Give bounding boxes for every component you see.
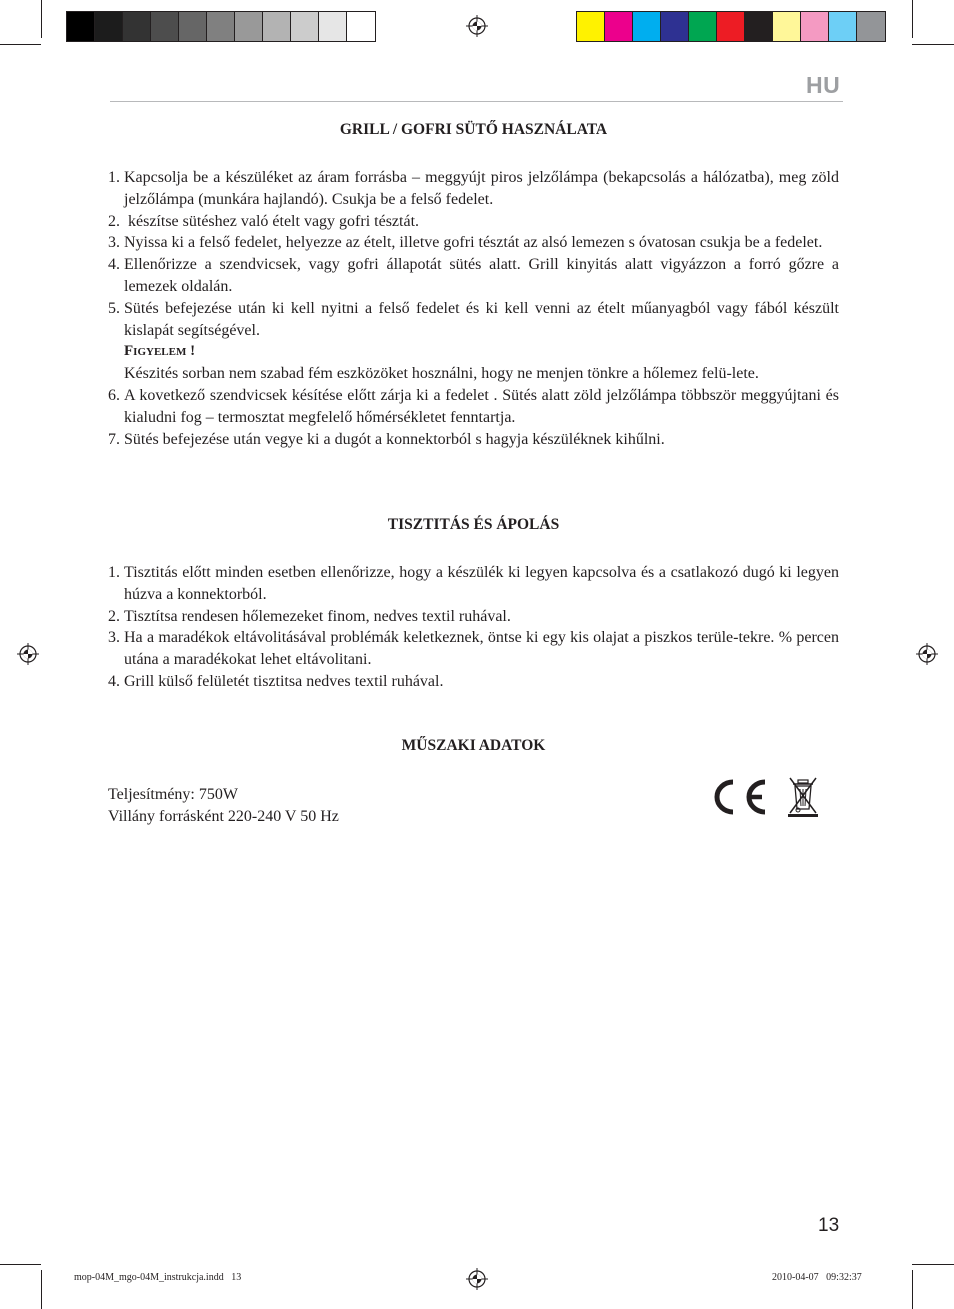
color-swatch (235, 12, 263, 41)
cleaning-instructions-list (108, 562, 839, 693)
color-swatch (605, 12, 633, 41)
warning-note (108, 341, 839, 385)
color-swatch (291, 12, 319, 41)
list-item (108, 627, 839, 671)
item-number: 6. (108, 386, 120, 404)
item-text: A kovetkező szendvicsek késítése előtt zárja ki a fedelet . Sütés alatt zöld jelzőlámpa többször meggyújtani és kialudni fog – termosztat megfelelő hőmérsékletet fenntartja. (124, 386, 839, 426)
warning-title: Figyelem ! (124, 343, 196, 360)
usage-instructions-list (108, 167, 839, 450)
item-text: Sütés befejezése után vegye ki a dugót a konnektorból s hagyja készüléknek kihűlni. (124, 430, 665, 448)
color-swatch (179, 12, 207, 41)
item-text: készítse sütéshez való ételt vagy gofri tésztát. (124, 212, 420, 230)
color-swatch (633, 12, 661, 41)
list-item (108, 167, 839, 211)
list-item (108, 671, 839, 693)
list-item (108, 562, 839, 606)
registration-mark-icon (916, 643, 938, 665)
print-timestamp: 2010-04-07 09:32:37 (772, 1272, 862, 1283)
list-item (108, 385, 839, 429)
item-text: Nyissa ki a felső fedelet, helyezze az ételt, illetve gofri tésztát az alsó lemezen s óvatosan csukja be a fedelet. (124, 234, 823, 252)
color-swatch (717, 12, 745, 41)
item-text: Grill külső felületét tisztitsa nedves textil ruhával. (124, 672, 444, 690)
item-number: 7. (108, 430, 120, 448)
list-item (108, 606, 839, 628)
crop-mark (912, 0, 913, 38)
list-item (108, 298, 839, 342)
crop-mark (0, 1264, 41, 1265)
color-swatch (829, 12, 857, 41)
section-title-specs: MŰSZAKI ADATOK (401, 737, 546, 754)
color-swatch (801, 12, 829, 41)
process-color-bar (576, 11, 886, 42)
weee-crossed-bin-icon (786, 776, 820, 818)
language-code: HU (806, 72, 841, 98)
spec-supply: Villány forrásként 220-240 V 50 Hz (108, 807, 339, 825)
item-text: Ellenőrizze a szendvicsek, vagy gofri állapotát sütés alatt. Grill kinyitás alatt vigyázzon a forró gőzre a lemezek oldalán. (124, 256, 839, 295)
file-slug: mop-04M_mgo-04M_instrukcja.indd 13 (74, 1272, 242, 1283)
color-swatch (661, 12, 689, 41)
crop-mark (41, 0, 42, 38)
technical-specs (108, 784, 339, 828)
item-number: 3. (108, 629, 120, 647)
list-item (108, 254, 839, 298)
list-item (108, 211, 839, 233)
color-swatch (319, 12, 347, 41)
color-swatch (773, 12, 801, 41)
page-number: 13 (818, 1215, 840, 1236)
color-swatch (95, 12, 123, 41)
item-text: Sütés befejezése után ki kell nyitni a felső fedelet és ki kell venni az ételt műanyagból vagy fából készült kislapát segítségével. (124, 299, 839, 339)
crop-mark (912, 44, 954, 45)
item-number: 5. (108, 299, 120, 317)
crop-mark (0, 44, 41, 45)
color-swatch (347, 12, 375, 41)
item-number: 1. (108, 169, 120, 186)
crop-mark (41, 1270, 42, 1309)
color-swatch (207, 12, 235, 41)
item-number: 4. (108, 672, 120, 690)
item-number: 1. (108, 564, 120, 581)
color-swatch (577, 12, 605, 41)
color-swatch (67, 12, 95, 41)
warning-text: Készités sorban nem szabad fém eszközöket hosználni, hogy ne menjen tönkre a hőlemez felü-lete. (124, 365, 759, 383)
registration-mark-icon (466, 1268, 488, 1290)
crop-mark (912, 1264, 954, 1265)
color-swatch (857, 12, 885, 41)
section-title-usage: GRILL / GOFRI SÜTŐ HASZNÁLATA (339, 121, 608, 138)
grayscale-color-bar (66, 11, 376, 42)
list-item (108, 232, 839, 254)
registration-mark-icon (17, 643, 39, 665)
item-text: Tisztitás előtt minden esetben ellenőrizze, hogy a készülék ki legyen kapcsolva és a csatlakozó dugó ki legyen húzva a konnektorból. (124, 564, 839, 603)
ce-mark-icon (709, 776, 767, 818)
registration-mark-icon (466, 15, 488, 37)
item-text: Kapcsolja be a készüléket az áram forrásba – meggyújt piros jelzőlámpa (bekapcsolás a hálózatba), meg zöld jelzőlámpa (munkára hajlandó). Csukja be a felső fedelet. (124, 169, 839, 208)
item-number: 2. (108, 607, 120, 625)
item-number: 4. (108, 256, 120, 274)
item-text: Ha a maradékok eltávolitásával problémák keletkeznek, öntse ki egy kis olajat a piszkos terüle-tekre. % percen utána a maradékokat lehet eltávolitani. (124, 629, 839, 669)
header-rule (110, 101, 843, 102)
color-swatch (263, 12, 291, 41)
color-swatch (689, 12, 717, 41)
item-number: 2. (108, 212, 120, 230)
item-text: Tisztítsa rendesen hőlemezeket finom, nedves textil ruhával. (124, 607, 511, 625)
color-swatch (123, 12, 151, 41)
color-swatch (151, 12, 179, 41)
list-item (108, 429, 839, 451)
crop-mark (912, 1270, 913, 1309)
spec-power: Teljesítmény: 750W (108, 786, 238, 803)
color-swatch (745, 12, 773, 41)
item-number: 3. (108, 234, 120, 252)
section-title-cleaning: TISZTITÁS ÉS ÁPOLÁS (387, 516, 560, 533)
